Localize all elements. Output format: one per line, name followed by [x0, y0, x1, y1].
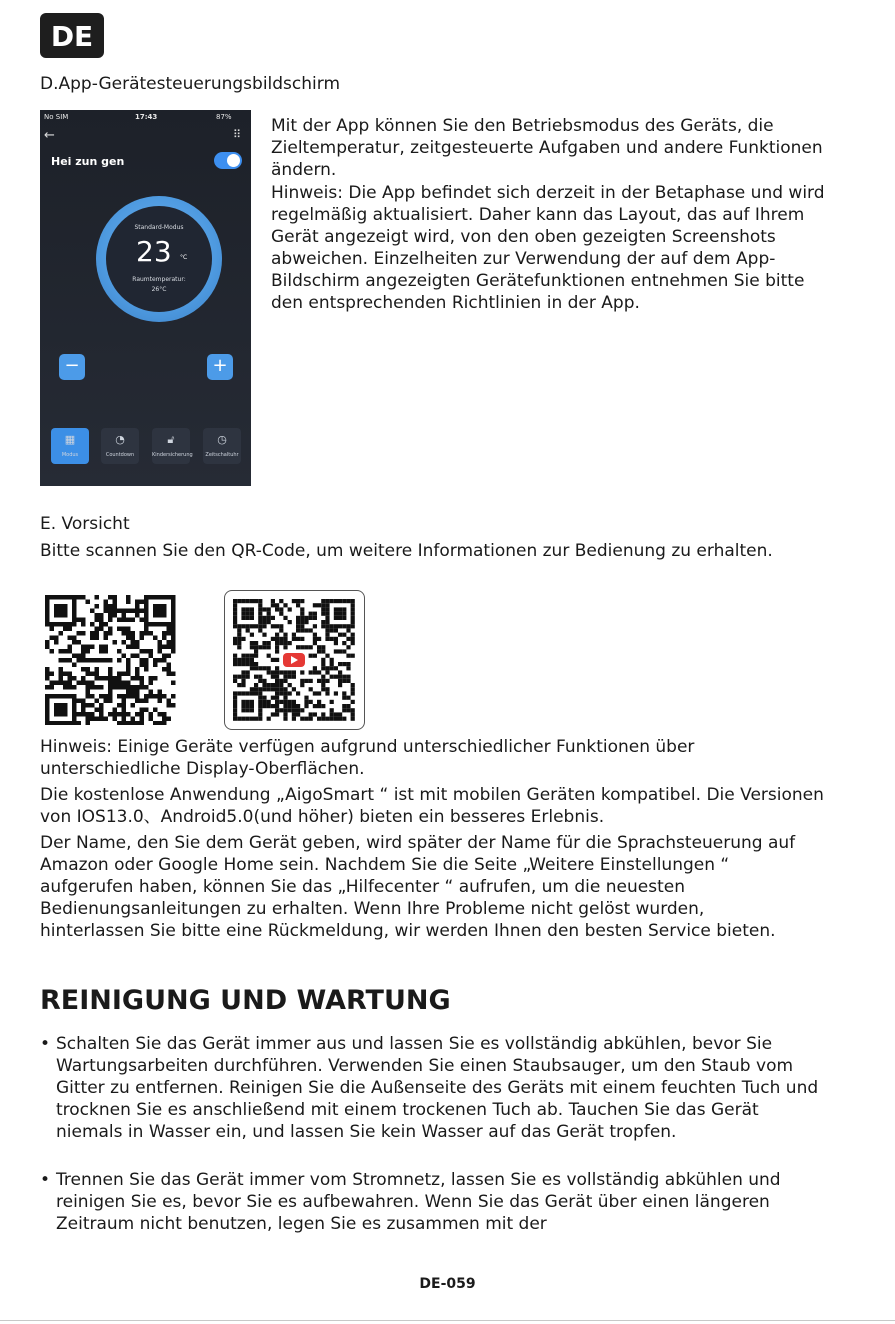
battery-text: 87%	[216, 113, 232, 121]
grid-icon: ▦	[64, 433, 76, 446]
bullet-marker: •	[40, 1170, 51, 1190]
scan-instructions: Bitte scannen Sie den QR-Code, um weitere Informationen zur Bedienung zu erhalten.	[40, 541, 773, 561]
tab-label: Zeitschaltuhr	[205, 452, 239, 458]
tab-modus[interactable]	[51, 428, 89, 464]
app-compat-hint: Die kostenlose Anwendung „AigoSmart “ ist mit mobilen Geräten kompatibel. Die Versionen von IOS13.0、Android5.0(und höher) bieten ein besseres Erlebnis.	[40, 785, 824, 827]
bottom-divider	[0, 1320, 895, 1321]
tab-label: Kindersicherung	[152, 452, 193, 458]
cleaning-bullet-2: Trennen Sie das Gerät immer vom Stromnetz, lassen Sie es vollständig abkühlen und reinigen Sie es, bevor Sie es aufbewahren. Wenn Sie das Gerät über einen längeren Zeitraum nicht benutzen, legen Sie es zusammen mit der	[56, 1170, 781, 1234]
power-toggle[interactable]	[214, 152, 242, 169]
device-title: Hei zun gen	[51, 155, 125, 168]
more-icon[interactable]: ⠿	[233, 128, 242, 141]
room-temp-label: Raumtemperatur:	[132, 276, 186, 283]
lock-icon: 🔓︎	[167, 433, 175, 446]
tab-label: Modus	[61, 452, 79, 458]
carrier-text: No SIM	[44, 113, 69, 121]
cleaning-bullet-1: Schalten Sie das Gerät immer aus und lassen Sie es vollständig abkühlen, bevor Sie Wartungsarbeiten durchführen. Verwenden Sie einen Staubsauger, um den Staub vom Gitter zu entfernen. Reinigen Sie die Außenseite des Geräts mit einem feuchten Tuch und trocknen Sie es anschließend mit einem trockenen Tuch ab. Tauchen Sie das Gerät niemals in Wasser ein, und lassen Sie kein Wasser auf das Gerät tropfen.	[56, 1034, 819, 1142]
voice-control-hint: Der Name, den Sie dem Gerät geben, wird später der Name für die Sprachsteuerung auf Amazon oder Google Home sein. Nachdem Sie die Seite „Weitere Einstellungen “ aufgerufen haben, können Sie das „Hilfecenter “ aufrufen, um die neuesten Bedienungsanleitungen zu erhalten. Wenn Ihre Probleme nicht gelöst wurden, hinterlassen Sie bitte eine Rückmeldung, wir werden Ihnen den besten Service bieten.	[40, 833, 796, 941]
cleaning-heading: REINIGUNG UND WARTUNG	[40, 985, 451, 1016]
section-d-title: D.App-Gerätesteuerungsbildschirm	[40, 74, 341, 94]
back-arrow-icon[interactable]: ←	[44, 128, 55, 143]
tab-child-lock[interactable]	[152, 428, 193, 464]
dial-center	[106, 206, 212, 312]
clock-text: 17:43	[135, 113, 158, 121]
temp-unit: °C	[180, 254, 188, 261]
tab-countdown[interactable]	[101, 428, 139, 464]
bullet-marker: •	[40, 1034, 51, 1054]
app-screenshot	[40, 110, 251, 486]
toggle-knob	[227, 154, 240, 167]
temperature-dial	[96, 196, 222, 322]
section-e-title: E. Vorsicht	[40, 514, 130, 534]
page-number: DE-059	[419, 1276, 476, 1292]
tab-label: Countdown	[105, 452, 135, 458]
room-temp-value: 26°C	[151, 286, 167, 293]
language-badge: DE	[40, 13, 104, 58]
decrease-button[interactable]: −	[59, 354, 85, 380]
intro-paragraph: Mit der App können Sie den Betriebsmodus des Geräts, die Zieltemperatur, zeitgesteuerte Aufgaben und andere Funktionen ändern.	[271, 116, 823, 180]
display-hint: Hinweis: Einige Geräte verfügen aufgrund unterschiedlicher Funktionen über unterschiedliche Display-Oberflächen.	[40, 737, 695, 779]
target-temp: 23	[136, 235, 172, 268]
qr-code-video	[224, 590, 365, 730]
beta-note: Hinweis: Die App befindet sich derzeit in der Betaphase und wird regelmäßig aktualisiert. Daher kann das Layout, das auf Ihrem Gerät angezeigt wird, von den oben gezeigten Screenshots abweichen. Einzelheiten zur Verwendung der auf dem App-Bildschirm angezeigten Gerätefunktionen entnehmen Sie bitte den entsprechenden Richtlinien in der App.	[271, 183, 825, 313]
mode-label: Standard-Modus	[134, 224, 184, 231]
increase-button[interactable]: +	[207, 354, 233, 380]
tab-timer[interactable]	[203, 428, 241, 464]
clock-icon: ◷	[217, 433, 227, 446]
timer-icon: ◔	[115, 433, 125, 446]
qr-code-app	[43, 593, 178, 725]
